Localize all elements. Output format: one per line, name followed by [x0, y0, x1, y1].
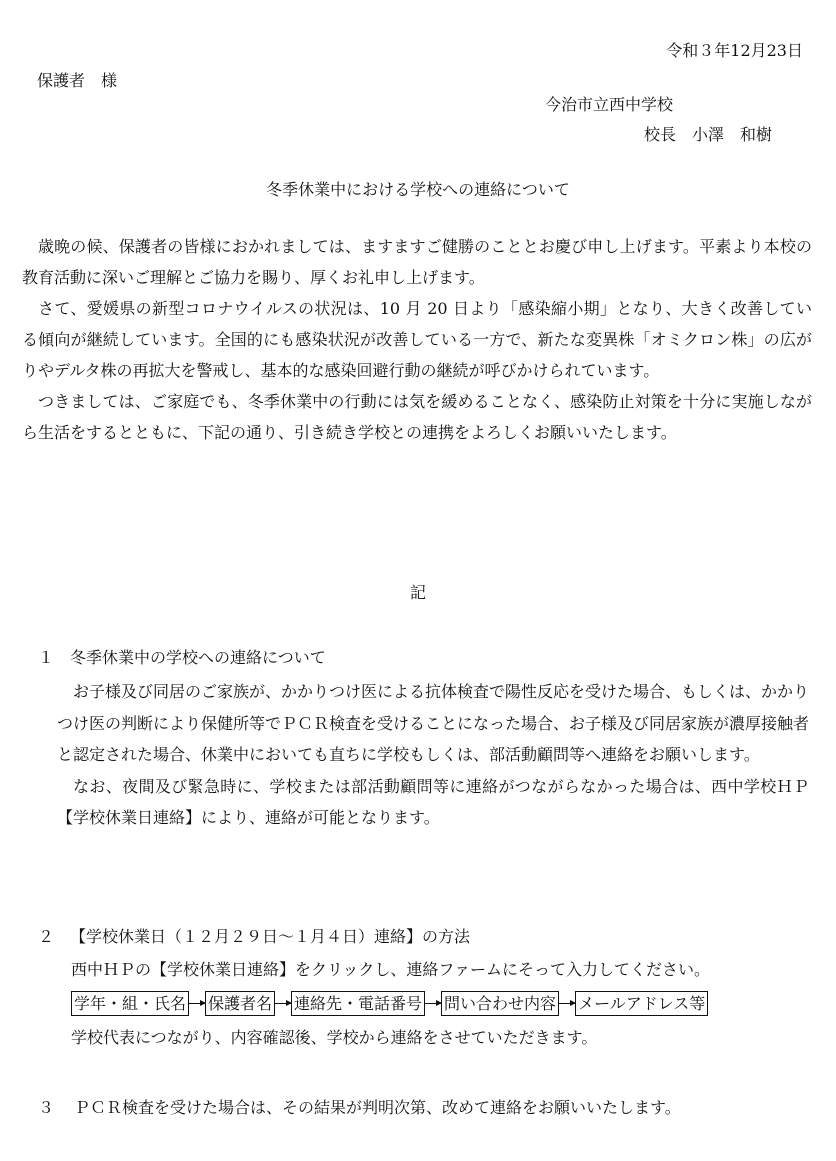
- intro-paragraph: 歳晩の候、保護者の皆様におかれましては、ますますご健勝のこととお慶び申し上げます。平素より本校の教育活動に深いご理解とご協力を賜り、厚くお礼申し上げます。: [22, 237, 812, 287]
- input-flow: [71, 991, 708, 1016]
- flow-step-inquiry: 問い合わせ内容: [441, 991, 559, 1016]
- sender-school: 今治市立西中学校: [545, 95, 674, 114]
- flow-step-email: メールアドレス等: [575, 991, 708, 1016]
- arrow-right-icon: [189, 1003, 205, 1004]
- document-title: 冬季休業中における学校への連絡について: [266, 180, 570, 199]
- section-paragraph: お子様及び同居のご家族が、かかりつけ医による抗体検査で陽性反応を受けた場合、もしくは、かかりつけ医の判断により保健所等でＰＣＲ検査を受けることになった場合、お子様及び同居家族が濃厚接触者と認定された場合、休業中においても直ちに学校もしくは、部活動顧問等へ連絡をお願いします。: [57, 682, 810, 764]
- section-number: １: [38, 648, 55, 667]
- intro-paragraph: つきましては、ご家庭でも、冬季休業中の行動には気を緩めることなく、感染防止対策を十分に実施しながら生活をするとともに、下記の通り、引き続き学校との連携をよろしくお願いいたします。: [22, 392, 812, 442]
- section-number: ２: [38, 927, 55, 946]
- flow-step-grade-class-name: 学年・組・氏名: [71, 991, 189, 1016]
- flow-step-guardian-name: 保護者名: [205, 991, 275, 1016]
- section-title: 冬季休業中の学校への連絡について: [70, 648, 326, 667]
- section-2-followup: 学校代表につながり、内容確認後、学校から連絡をさせていただきます。: [71, 1028, 598, 1047]
- arrow-right-icon: [559, 1003, 575, 1004]
- ki-marker: 記: [409, 583, 426, 602]
- section-2-heading: [38, 924, 470, 947]
- section-1-body: [57, 676, 809, 834]
- section-3: [38, 1095, 681, 1118]
- flow-step-contact-phone: 連絡先・電話番号: [291, 991, 425, 1016]
- intro-paragraph: さて、愛媛県の新型コロナウイルスの状況は、10 月 20 日より「感染縮小期」となり、大きく改善している傾向が継続しています。全国的にも感染状況が改善している一方で、新たな変異株「オミクロン株」の広がりやデルタ株の再拡大を警戒し、基本的な感染回避行動の継続が呼びかけられています。: [22, 299, 812, 380]
- section-2-instruction: 西中ＨＰの【学校休業日連絡】をクリックし、連絡ファームにそって入力してください。: [71, 960, 711, 979]
- section-paragraph: なお、夜間及び緊急時に、学校または部活動顧問等に連絡がつながらなかった場合は、西中学校ＨＰ【学校休業日連絡】により、連絡が可能となります。: [57, 776, 809, 827]
- section-text: ＰＣＲ検査を受けた場合は、その結果が判明次第、改めて連絡をお願いいたします。: [74, 1098, 681, 1117]
- sender-principal: 校長 小澤 和樹: [644, 125, 773, 144]
- arrow-right-icon: [275, 1003, 291, 1004]
- section-title: 【学校休業日（１２月２９日～１月４日）連絡】の方法: [70, 927, 471, 946]
- arrow-right-icon: [425, 1003, 441, 1004]
- intro-text: [22, 231, 812, 448]
- section-1-heading: [38, 645, 326, 668]
- recipient: 保護者 様: [37, 71, 118, 90]
- document-date: 令和３年12月23日: [666, 41, 803, 60]
- section-number: ３: [38, 1098, 55, 1117]
